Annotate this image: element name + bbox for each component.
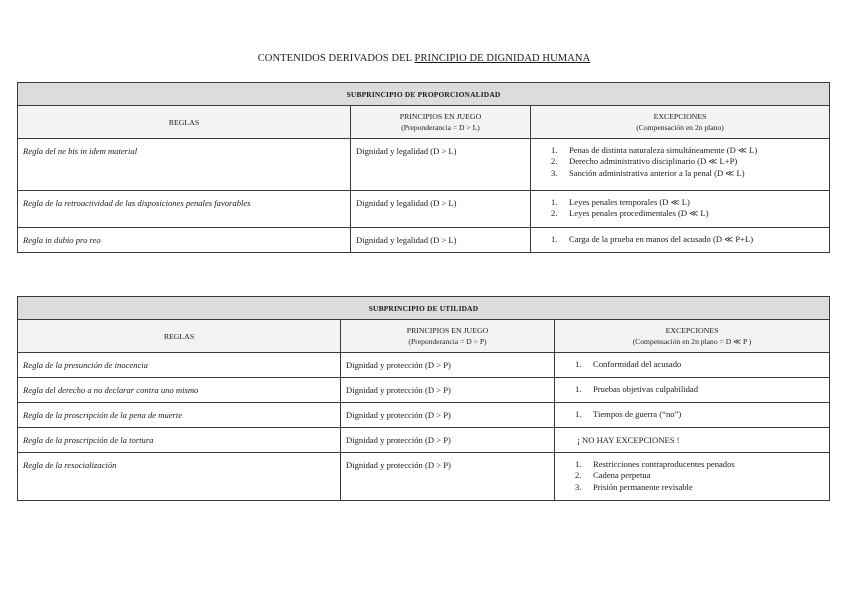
exceptions-cell — [531, 191, 830, 228]
table-row — [18, 139, 830, 191]
exceptions-cell — [555, 453, 830, 501]
header-exceptions: EXCEPCIONES (Compensación en 2n plano) — [531, 106, 830, 139]
page-title-prefix: CONTENIDOS DERIVADOS DEL — [257, 53, 412, 64]
exceptions-cell — [555, 403, 830, 428]
exceptions-cell — [555, 378, 830, 403]
header-principles: PRINCIPIOS EN JUEGO (Preponderancia = D > P) — [341, 320, 555, 353]
table-row — [18, 403, 830, 428]
exception-item: 3. Prisión permanente revisable — [575, 481, 693, 492]
rule-cell: Regla del ne bis in idem material — [18, 139, 351, 191]
principles-cell: Dignidad y legalidad (D > L) — [351, 139, 531, 191]
exception-item: 2. Cadena perpetua — [575, 470, 651, 481]
rule-cell: Regla del derecho a no declarar contra uno mismo — [18, 378, 341, 403]
exceptions-cell — [531, 228, 830, 253]
rule-cell: Regla de la retroactividad de las disposiciones penales favorables — [18, 191, 351, 228]
utility-table — [17, 296, 830, 501]
header-principles: PRINCIPIOS EN JUEGO (Preponderancia = D > L) — [351, 106, 531, 139]
exception-item: 1. Leyes penales temporales (D ≪ L) — [551, 197, 690, 207]
principles-cell: Dignidad y protección (D > P) — [341, 353, 555, 378]
exception-item: 1. Pruebas objetivas culpabilidad — [575, 384, 699, 394]
exception-item: 1. Tiempos de guerra (“no”) — [575, 409, 682, 419]
table-row — [18, 428, 830, 453]
principles-cell: Dignidad y protección (D > P) — [341, 453, 555, 501]
exceptions-cell — [555, 353, 830, 378]
exception-item: 1. Restricciones contraproducentes penados — [575, 459, 735, 469]
principles-cell: Dignidad y legalidad (D > L) — [351, 228, 531, 253]
principles-cell: Dignidad y protección (D > P) — [341, 403, 555, 428]
exception-item: 2. Derecho administrativo disciplinario (D ≪ L+P) — [551, 156, 738, 167]
exception-item: 1. Conformidad del acusado — [575, 359, 682, 369]
exception-item: 2. Leyes penales procedimentales (D ≪ L) — [551, 208, 709, 219]
rule-cell: Regla de la proscripción de la tortura — [18, 428, 341, 453]
exceptions-cell — [531, 139, 830, 191]
rule-cell: Regla de la proscripción de la pena de muerte — [18, 403, 341, 428]
principles-cell: Dignidad y protección (D > P) — [341, 378, 555, 403]
header-exceptions: EXCEPCIONES (Compensación en 2n plano = D ≪ P ) — [555, 320, 830, 353]
page-title — [0, 53, 848, 64]
rule-cell: Regla de la resocialización — [18, 453, 341, 501]
exception-item: 3. Sanción administrativa anterior a la penal (D ≪ L) — [551, 167, 745, 178]
table-row — [18, 353, 830, 378]
principles-cell: Dignidad y protección (D > P) — [341, 428, 555, 453]
table-row — [18, 191, 830, 228]
section-title: SUBPRINCIPIO DE PROPORCIONALIDAD — [18, 83, 830, 106]
table-row — [18, 228, 830, 253]
table-row — [18, 378, 830, 403]
proportionality-table — [17, 82, 830, 253]
exception-item: 1. Penas de distinta naturaleza simultáneamente (D ≪ L) — [551, 145, 758, 155]
no-exceptions-cell: ¡ NO HAY EXCEPCIONES ! — [555, 428, 830, 453]
principles-cell: Dignidad y legalidad (D > L) — [351, 191, 531, 228]
table-row — [18, 453, 830, 501]
rule-cell: Regla in dubio pro reo — [18, 228, 351, 253]
rule-cell: Regla de la presunción de inocencia — [18, 353, 341, 378]
section-title: SUBPRINCIPIO DE UTILIDAD — [18, 297, 830, 320]
exception-item: 1. Carga de la prueba en manos del acusado (D ≪ P+L) — [551, 234, 754, 244]
header-rules: REGLAS — [18, 320, 341, 353]
header-rules: REGLAS — [18, 106, 351, 139]
page-title-underlined: PRINCIPIO DE DIGNIDAD HUMANA — [414, 53, 591, 64]
